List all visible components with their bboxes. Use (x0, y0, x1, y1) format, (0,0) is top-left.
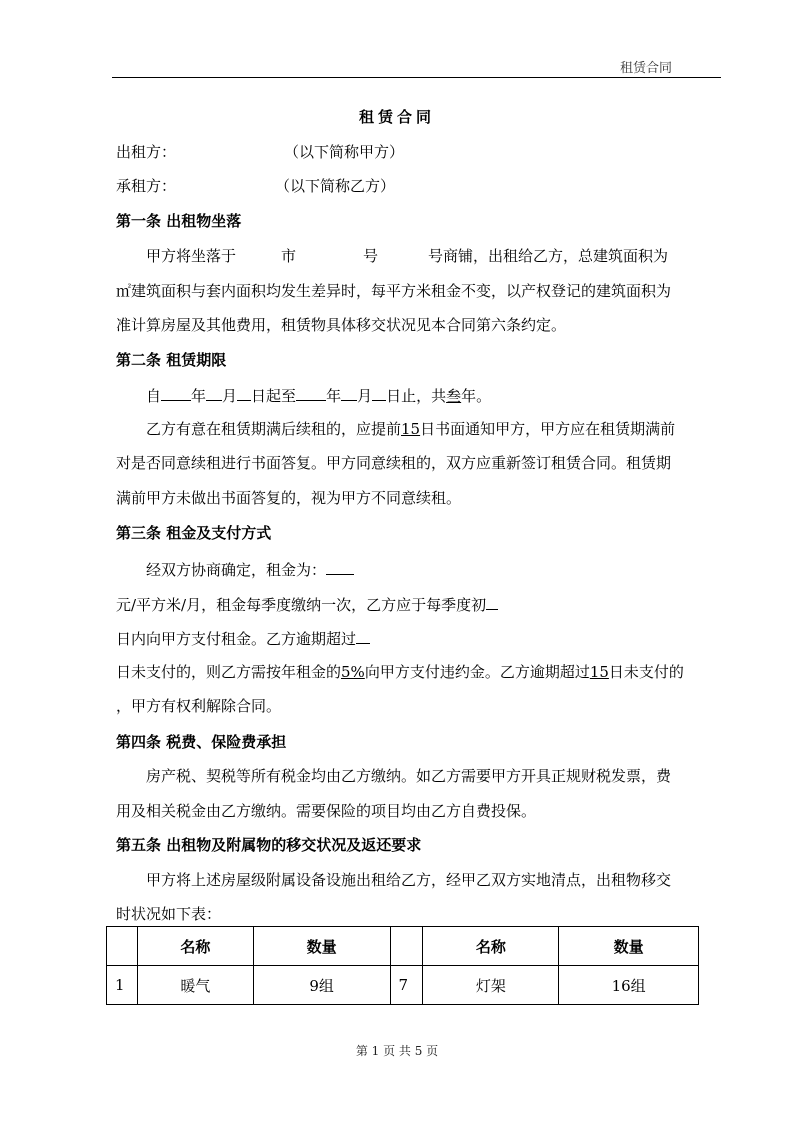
rent-line-2 (116, 593, 498, 615)
article-1-line-3: 准计算房屋及其他费用，租赁物具体移交状况见本合同第六条约定。 (116, 316, 567, 334)
lessee-line (116, 176, 395, 196)
text-segment: 年 (191, 387, 207, 405)
lessee-note: （以下简称乙方） (275, 177, 396, 195)
running-header: 租赁合同 (619, 61, 672, 76)
text-segment: 月 (222, 387, 238, 405)
text-segment: 自 (146, 387, 162, 405)
header-cell: 数量 (559, 927, 699, 966)
text-segment: 日未支付的，则乙方需按年租金的 (116, 663, 342, 681)
start-month-blank[interactable] (206, 384, 222, 401)
handover-line-1: 甲方将上述房屋级附属设备设施出租给乙方，经甲乙双方实地清点，出租物移交 (146, 871, 672, 889)
page-footer: 第 1 页 共 5 页 (355, 1044, 439, 1058)
text-segment: 经双方协商确定，租金为： (146, 561, 327, 579)
table-cell: 9组 (253, 966, 390, 1005)
header-cell: 名称 (423, 927, 559, 966)
text-segment: 日未支付的 (608, 663, 684, 681)
start-day-blank[interactable] (237, 384, 251, 401)
renewal-line-2: 对是否同意续租进行书面答复。甲方同意续租的，双方应重新签订租赁合同。租赁期 (116, 454, 672, 472)
end-day-blank[interactable] (372, 384, 386, 401)
renewal-line-3: 满前甲方未做出书面答复的，视为甲方不同意续租。 (116, 489, 462, 507)
text-segment: 向甲方支付违约金。乙方逾期超过 (364, 663, 590, 681)
text-segment: 日起至 (251, 387, 297, 405)
lessor-label: 出租方： (116, 143, 177, 161)
text-segment: 市 (281, 247, 297, 265)
article-2-heading: 第二条 租赁期限 (116, 351, 227, 369)
text-segment: 元/平方米/月，租金每季度缴纳一次，乙方应于每季度初 (116, 596, 487, 614)
rent-line-4 (116, 662, 684, 682)
header-cell: 数量 (253, 927, 390, 966)
header-cell (390, 927, 423, 966)
rent-line-5: ，甲方有权利解除合同。 (116, 697, 282, 715)
payment-days-blank[interactable] (486, 593, 498, 610)
rent-line-1 (146, 558, 354, 580)
text-segment: 号商铺，出租给乙方，总建筑面积为 (428, 247, 669, 265)
text-segment: 号 (363, 247, 379, 265)
start-year-blank[interactable] (161, 384, 191, 401)
term-years: 叁 (446, 387, 462, 405)
text-segment: 日止，共 (386, 387, 447, 405)
renewal-line-1 (146, 419, 675, 439)
inventory-table (106, 926, 699, 1005)
table-row (107, 966, 699, 1005)
header-cell: 名称 (137, 927, 253, 966)
text-segment: 年。 (461, 387, 492, 405)
tax-line-1: 房产税、契税等所有税金均由乙方缴纳。如乙方需要甲方开具正规财税发票，费 (146, 767, 672, 785)
text-segment: 日内向甲方支付租金。乙方逾期超过 (116, 630, 357, 648)
table-cell: 灯架 (423, 966, 559, 1005)
rent-amount-blank[interactable] (326, 558, 354, 575)
termination-days: 15 (589, 663, 609, 681)
article-3-heading: 第三条 租金及支付方式 (116, 524, 272, 542)
article-4-heading: 第四条 税费、保险费承担 (116, 733, 287, 751)
penalty-percent: 5% (341, 663, 365, 681)
text-segment: 年 (326, 387, 342, 405)
text-segment: 日书面通知甲方，甲方应在租赁期满前 (420, 420, 676, 438)
lease-term-line (146, 384, 491, 406)
overdue-days-blank[interactable] (356, 627, 370, 644)
handover-line-2: 时状况如下表： (116, 905, 222, 923)
article-5-heading: 第五条 出租物及附属物的移交状况及返还要求 (116, 836, 422, 854)
text-segment: 月 (357, 387, 373, 405)
text-segment: 甲方将坐落于 (146, 247, 237, 265)
header-cell (107, 927, 138, 966)
text-segment: 乙方有意在租赁期满后续租的，应提前 (146, 420, 402, 438)
end-year-blank[interactable] (296, 384, 326, 401)
table-cell: 1 (107, 966, 138, 1005)
lessee-label: 承租方： (116, 177, 177, 195)
header-rule (112, 77, 721, 78)
table-cell: 16组 (559, 966, 699, 1005)
table-cell: 7 (390, 966, 423, 1005)
end-month-blank[interactable] (341, 384, 357, 401)
document-title: 租赁合同 (358, 108, 435, 126)
table-cell: 暖气 (137, 966, 253, 1005)
article-1-line-1 (146, 246, 668, 266)
lessor-note: （以下简称甲方） (284, 143, 405, 161)
lessor-line (116, 142, 404, 162)
article-1-heading: 第一条 出租物坐落 (116, 212, 242, 230)
rent-line-3 (116, 627, 370, 649)
article-1-line-2: ㎡建筑面积与套内面积均发生差异时，每平方米租金不变，以产权登记的建筑面积为 (116, 282, 672, 300)
tax-line-2: 用及相关税金由乙方缴纳。需要保险的项目均由乙方自费投保。 (116, 802, 537, 820)
table-header-row (107, 927, 699, 966)
notice-days: 15 (401, 420, 421, 438)
